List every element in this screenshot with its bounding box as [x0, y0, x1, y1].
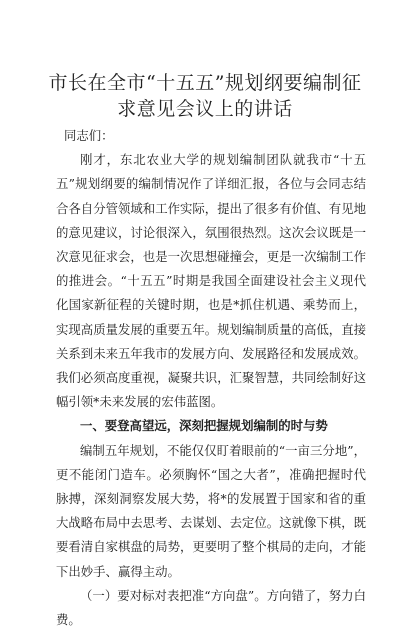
- paragraph-subsection-1: （一）要对标对表把准“方向盘”。方向错了，努力白费。: [56, 587, 366, 628]
- document-body: [56, 124, 366, 632]
- paragraph-intro: 刚才，东北农业大学的规划编制团队就我市“十五五”规划纲要的编制情况作了详细汇报，各位与会同志结合各自分管领域和工作实际，提出了很多有价值、有见地的意见建议，讨论很深入，氛围很热烈。这次会议既是一次意见征求会，也是一次思想碰撞会，更是一次编制工作的推进会。“十五五”时期是我国全面建设社会主义现代化国家新征程的关键时期，也是*抓住机遇、乘势而上，实现高质量发展的重要五年。规划编制质量的高低，直接关系到未来五年我市的发展方向、发展路径和发展成效。我们必须高度重视，凝聚共识，汇聚智慧，共同绘制好这幅引领*未来发展的宏伟蓝图。: [56, 152, 366, 410]
- paragraph-section-1: 编制五年规划，不能仅仅盯着眼前的“一亩三分地”，更不能闭门造车。必须胸怀“国之大者”，准确把握时代脉搏，深刻洞察发展大势，将*的发展置于国家和省的重大战略布局中去思考、去谋划、去定位。这就像下棋，既要看清自家棋盘的局势，更要明了整个棋局的走向，才能下出妙手、赢得主动。: [56, 442, 366, 579]
- section-heading-1: 一、要登高望远，深刻把握规划编制的时与势: [80, 418, 328, 434]
- document-title: 市长在全市“十五五”规划纲要编制征求意见会议上的讲话: [48, 72, 362, 120]
- salutation: 同志们：: [64, 128, 114, 143]
